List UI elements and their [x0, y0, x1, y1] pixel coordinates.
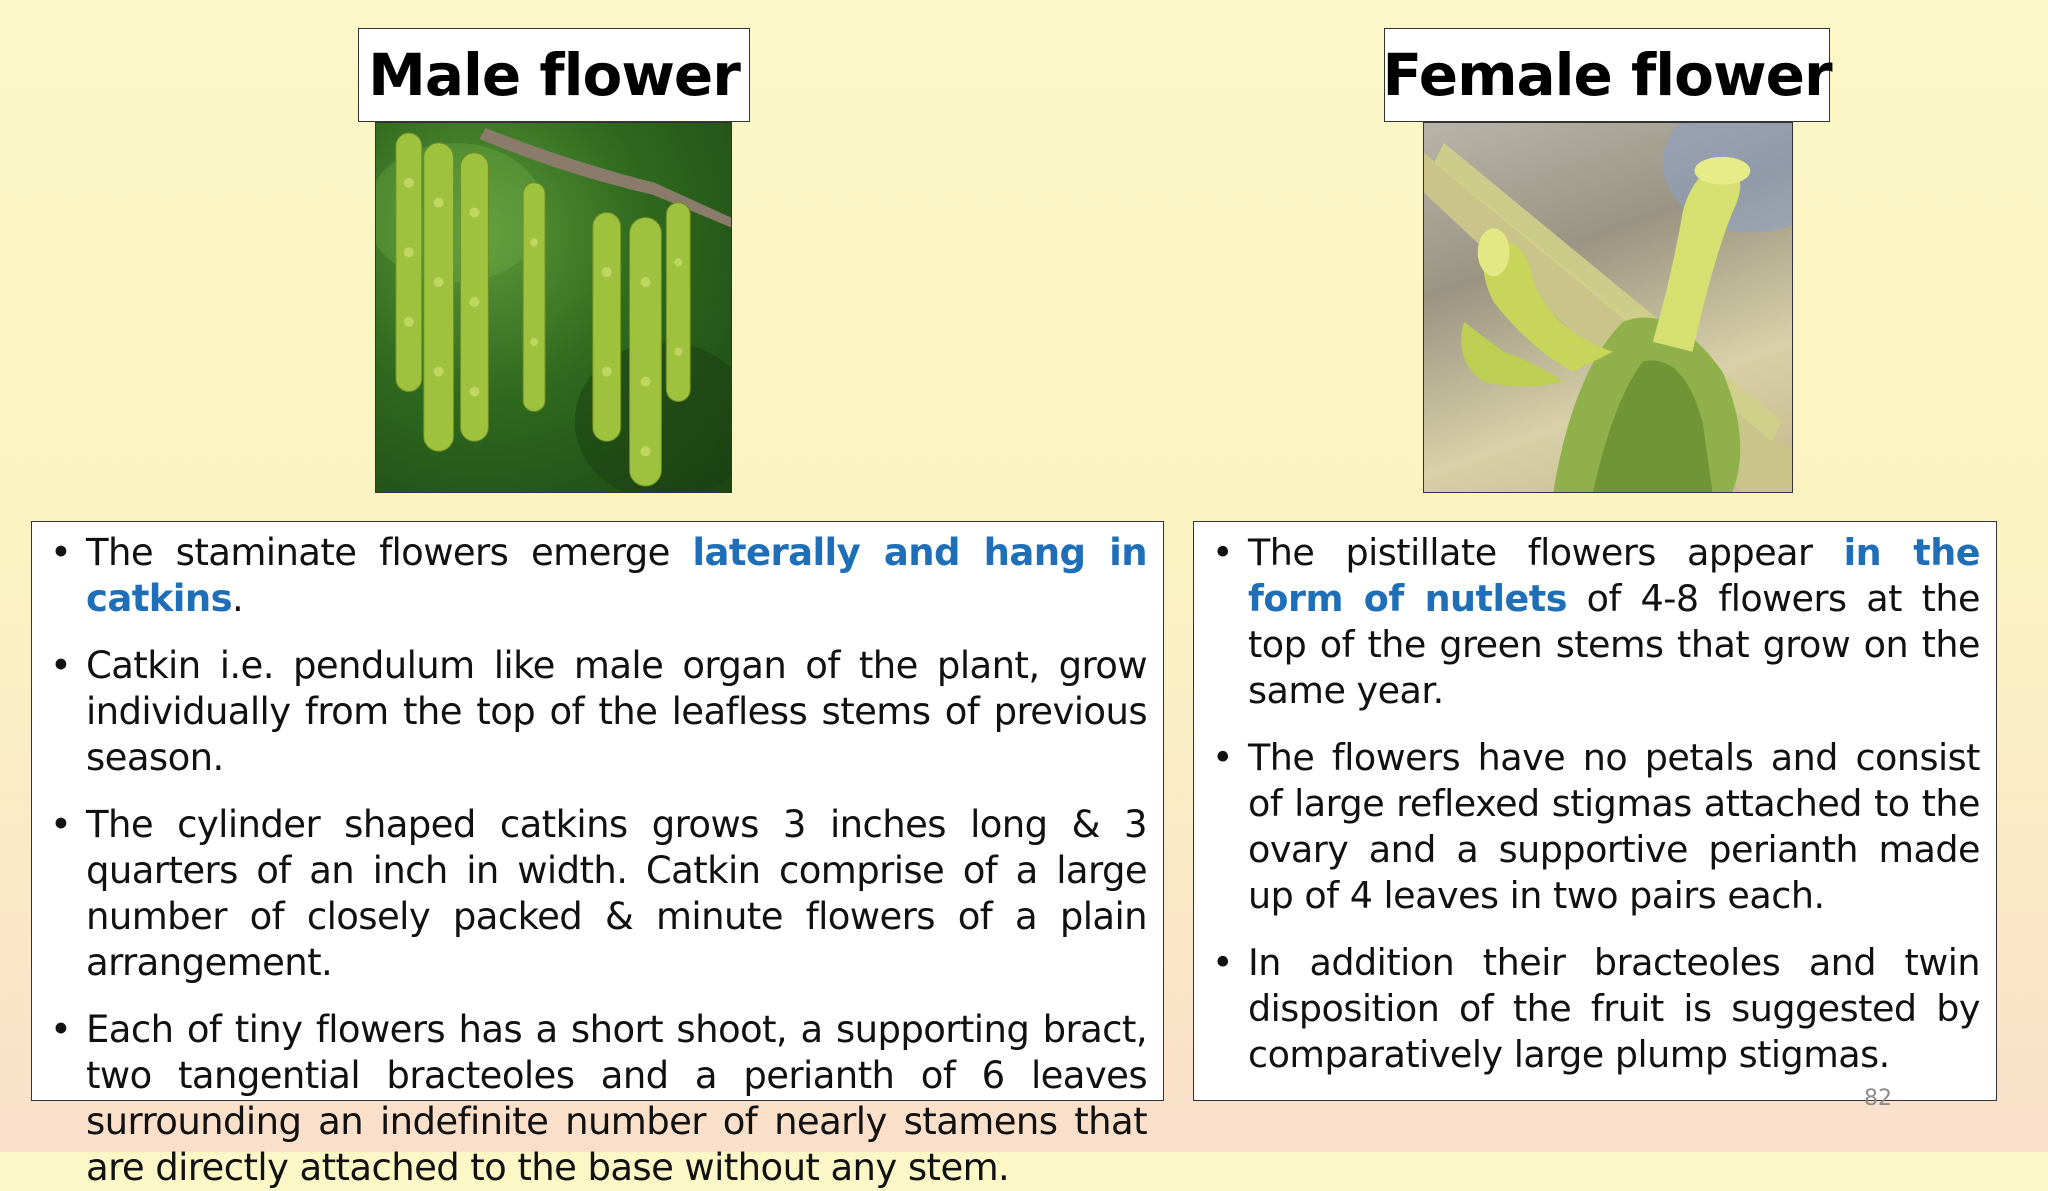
male-bullet-1 — [48, 530, 1147, 622]
male-description-box — [31, 521, 1164, 1189]
highlight-text: laterally and hang in catkins — [86, 531, 1147, 620]
bullet-text: . — [232, 577, 244, 620]
female-flower-title: Female flower — [1384, 28, 1830, 122]
catkin-illustration — [376, 123, 731, 492]
highlight-text: in the form of nutlets — [1248, 531, 1980, 620]
male-flower-title: Male flower — [358, 28, 750, 122]
pistillate-illustration — [1424, 123, 1792, 492]
female-bullet-list — [1210, 530, 1980, 1078]
female-description-box — [1193, 521, 1997, 1101]
slide-number: 82 — [1864, 1086, 1892, 1111]
bullet-text: The pistillate flowers appear — [1248, 531, 1844, 574]
male-bullet-2: • Catkin i.e. pendulum like male organ of the plant, grow individually from the top of the leafless stems of previous season. — [48, 643, 1147, 781]
bullet-text: The staminate flowers emerge — [86, 531, 693, 574]
female-bullet-3: • In addition their bracteoles and twin disposition of the fruit is suggested by comparatively large plump stigmas. — [1210, 940, 1980, 1078]
male-bullet-4: • Each of tiny flowers has a short shoot, a supporting bract, two tangential bracteoles and a perianth of 6 leaves surrounding an indefinite number of nearly stamens that are directly attached to the base without any stem. — [48, 1007, 1147, 1191]
bullet-text: of 4-8 flowers at the top of the green stems that grow on the same year. — [1248, 577, 1981, 712]
male-bullet-list — [48, 530, 1147, 1191]
male-catkin-photo — [375, 122, 732, 493]
female-bullet-2: • The flowers have no petals and consist of large reflexed stigmas attached to the ovary and a supportive perianth made up of 4 leaves in two pairs each. — [1210, 735, 1980, 919]
female-flower-photo — [1423, 122, 1793, 493]
female-bullet-1 — [1210, 530, 1980, 714]
male-bullet-3: • The cylinder shaped catkins grows 3 inches long & 3 quarters of an inch in width. Catkin comprise of a large number of closely packed & minute flowers of a plain arrangement. — [48, 802, 1147, 986]
